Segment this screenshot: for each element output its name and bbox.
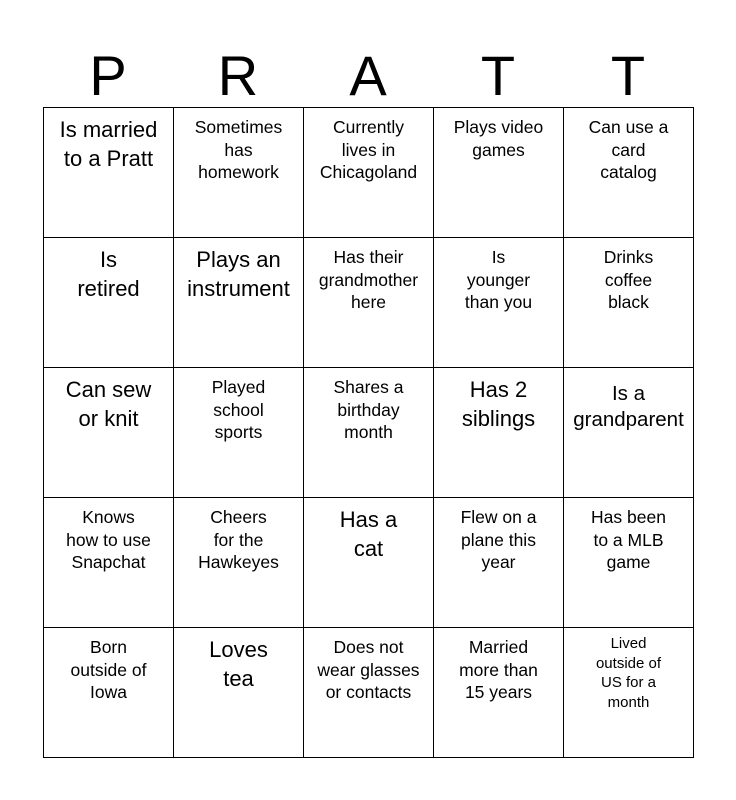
bingo-square[interactable] bbox=[174, 238, 304, 368]
bingo-square[interactable] bbox=[304, 498, 434, 628]
bingo-square-text: Is a grandparent bbox=[573, 382, 684, 431]
title-letter-p: P bbox=[89, 44, 127, 107]
bingo-square[interactable] bbox=[174, 368, 304, 498]
title-letter-t2: T bbox=[610, 44, 646, 107]
bingo-square[interactable] bbox=[304, 238, 434, 368]
bingo-square-text: Currently lives in Chicagoland bbox=[319, 117, 418, 182]
bingo-title bbox=[43, 44, 693, 107]
bingo-square-text: Plays video games bbox=[453, 117, 544, 160]
bingo-square[interactable] bbox=[564, 498, 694, 628]
bingo-square[interactable] bbox=[44, 498, 174, 628]
bingo-square[interactable] bbox=[44, 628, 174, 758]
bingo-square-text: Loves tea bbox=[209, 637, 268, 691]
bingo-square-text: Is married to a Pratt bbox=[59, 117, 158, 171]
bingo-square[interactable] bbox=[434, 498, 564, 628]
board-row bbox=[44, 238, 694, 368]
bingo-square[interactable] bbox=[174, 108, 304, 238]
bingo-square[interactable] bbox=[564, 368, 694, 498]
bingo-square-text: Shares a birthday month bbox=[333, 377, 404, 442]
bingo-square[interactable] bbox=[564, 108, 694, 238]
bingo-square[interactable] bbox=[44, 238, 174, 368]
title-letter-r: R bbox=[217, 44, 259, 107]
bingo-square-text: Married more than 15 years bbox=[459, 637, 538, 702]
bingo-square[interactable] bbox=[44, 108, 174, 238]
bingo-square[interactable] bbox=[434, 108, 564, 238]
bingo-square-text: Does not wear glasses or contacts bbox=[317, 637, 420, 702]
bingo-square-text: Sometimes has homework bbox=[194, 117, 283, 182]
bingo-square[interactable] bbox=[564, 628, 694, 758]
bingo-square[interactable] bbox=[304, 628, 434, 758]
bingo-square-text: Born outside of Iowa bbox=[70, 637, 147, 702]
bingo-square-text: Knows how to use Snapchat bbox=[66, 507, 151, 572]
bingo-square-text: Is retired bbox=[77, 247, 140, 301]
bingo-square-text: Cheers for the Hawkeyes bbox=[198, 507, 279, 572]
bingo-square-text: Plays an instrument bbox=[187, 247, 290, 301]
title-letter-t1: T bbox=[480, 44, 516, 107]
title-letter-a: A bbox=[349, 44, 387, 107]
bingo-square-text: Played school sports bbox=[211, 377, 266, 442]
bingo-board bbox=[43, 107, 694, 758]
board-row bbox=[44, 628, 694, 758]
bingo-square-text: Has 2 siblings bbox=[461, 377, 536, 431]
bingo-square[interactable] bbox=[304, 108, 434, 238]
bingo-square-text: Drinks coffee black bbox=[603, 247, 654, 312]
bingo-square-text: Can use a card catalog bbox=[588, 117, 669, 182]
bingo-square-text: Flew on a plane this year bbox=[460, 507, 537, 572]
bingo-square[interactable] bbox=[304, 368, 434, 498]
bingo-square-text: Can sew or knit bbox=[65, 377, 152, 431]
board-row bbox=[44, 498, 694, 628]
bingo-square[interactable] bbox=[434, 368, 564, 498]
bingo-square[interactable] bbox=[174, 498, 304, 628]
bingo-square[interactable] bbox=[44, 368, 174, 498]
board-row bbox=[44, 108, 694, 238]
bingo-square-text: Lived outside of US for a month bbox=[595, 635, 662, 711]
bingo-square-text: Has a cat bbox=[339, 507, 398, 561]
bingo-square[interactable] bbox=[564, 238, 694, 368]
bingo-square[interactable] bbox=[174, 628, 304, 758]
bingo-square-text: Has been to a MLB game bbox=[591, 507, 666, 572]
board-row bbox=[44, 368, 694, 498]
bingo-square-text: Is younger than you bbox=[464, 247, 533, 312]
bingo-square[interactable] bbox=[434, 238, 564, 368]
bingo-square-text: Has their grandmother here bbox=[318, 247, 419, 312]
bingo-square[interactable] bbox=[434, 628, 564, 758]
